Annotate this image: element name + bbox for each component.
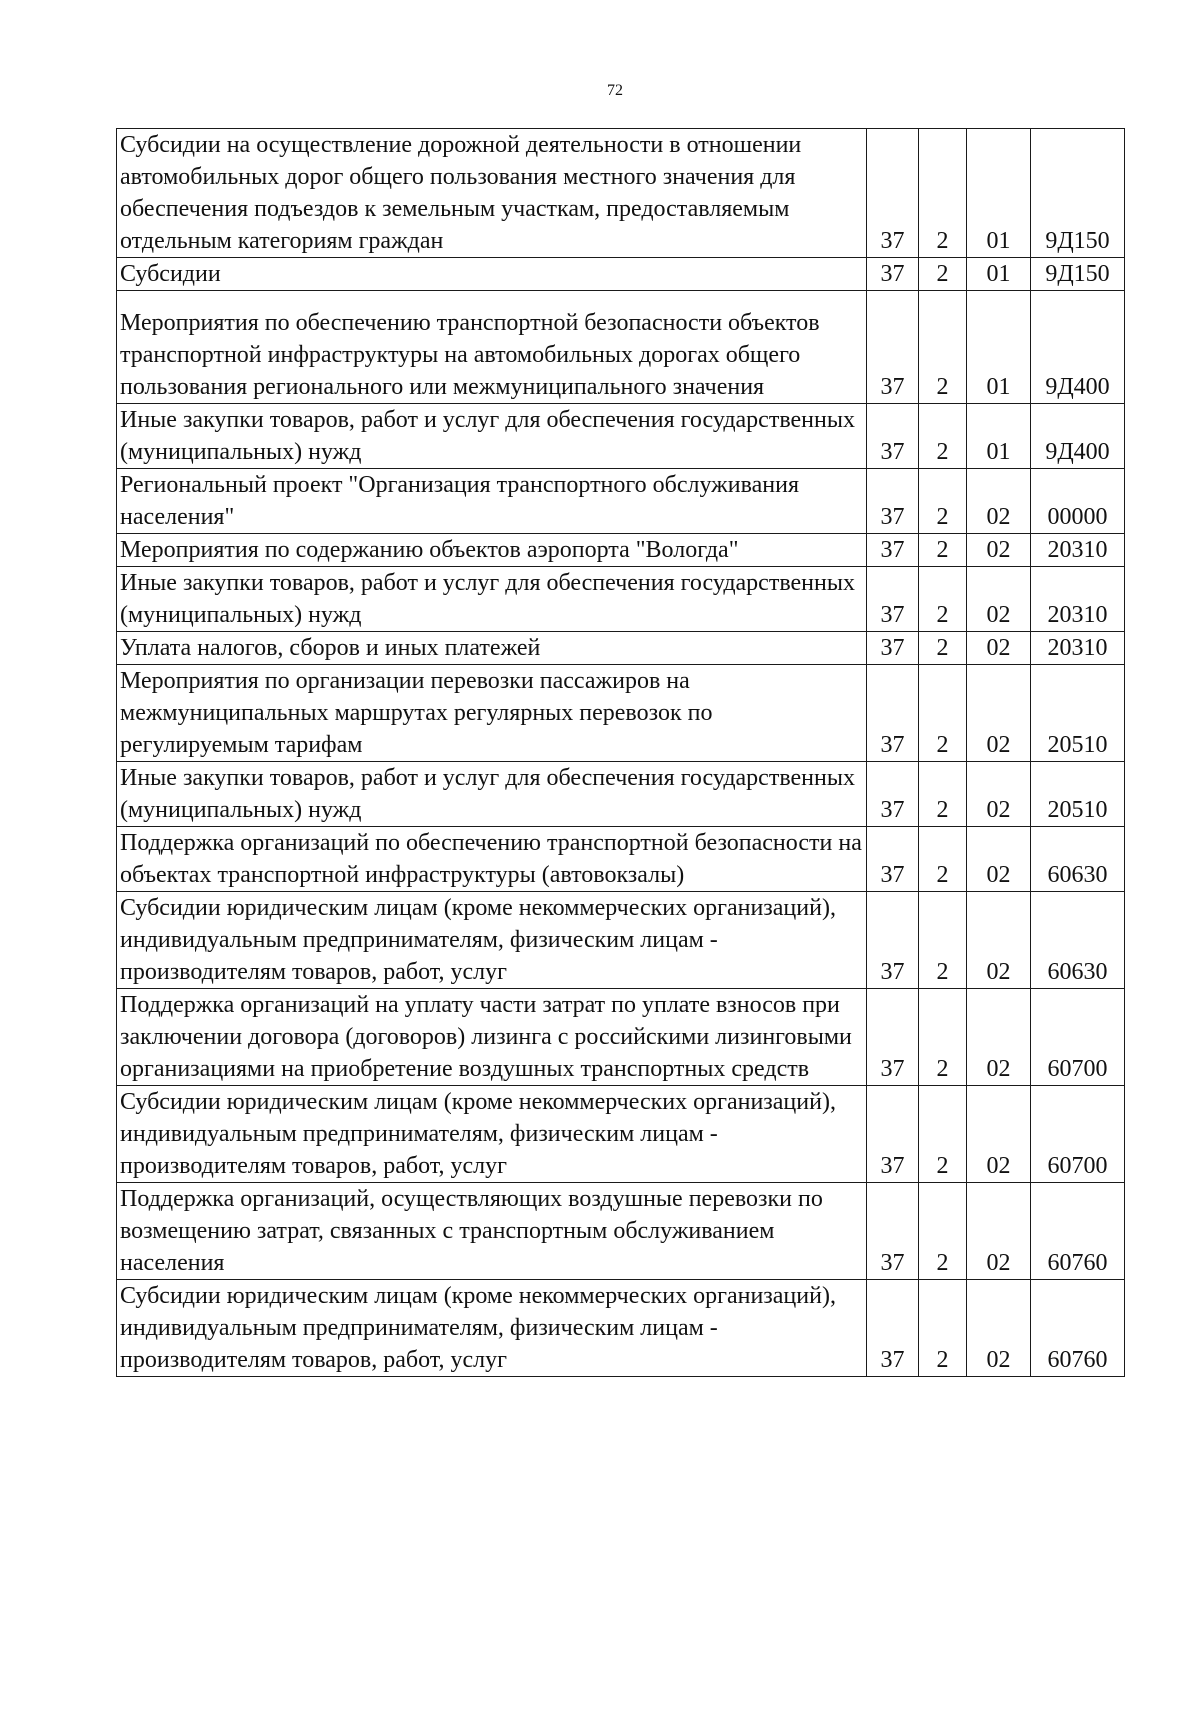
row-description: Мероприятия по организации перевозки пассажиров на межмуниципальных маршрутах регулярных перевозок по регулируемым тарифам <box>117 665 867 762</box>
table-row <box>117 258 1125 291</box>
code-cell: 37 <box>867 404 919 469</box>
code-cell: 02 <box>967 827 1031 892</box>
row-description: Поддержка организаций на уплату части затрат по уплате взносов при заключении договора (договоров) лизинга с российскими лизинговыми организациями на приобретение воздушных транспортных средств <box>117 989 867 1086</box>
code-cell: 02 <box>967 665 1031 762</box>
code-cell: 02 <box>967 632 1031 665</box>
code-cell: 2 <box>919 1280 967 1377</box>
code-cell: 2 <box>919 258 967 291</box>
code-cell: 60630 <box>1031 827 1125 892</box>
row-description: Иные закупки товаров, работ и услуг для обеспечения государственных (муниципальных) нужд <box>117 762 867 827</box>
table-row <box>117 632 1125 665</box>
code-cell: 2 <box>919 567 967 632</box>
table-row <box>117 1086 1125 1183</box>
code-cell: 37 <box>867 129 919 258</box>
code-cell: 2 <box>919 1183 967 1280</box>
code-cell: 37 <box>867 827 919 892</box>
code-cell: 2 <box>919 404 967 469</box>
table-row <box>117 665 1125 762</box>
code-cell: 9Д400 <box>1031 404 1125 469</box>
code-cell: 02 <box>967 892 1031 989</box>
row-description: Субсидии <box>117 258 867 291</box>
code-cell: 37 <box>867 258 919 291</box>
code-cell: 2 <box>919 129 967 258</box>
code-cell: 37 <box>867 632 919 665</box>
row-description: Поддержка организаций, осуществляющих воздушные перевозки по возмещению затрат, связанных с транспортным обслуживанием населения <box>117 1183 867 1280</box>
row-description: Мероприятия по содержанию объектов аэропорта "Вологда" <box>117 534 867 567</box>
code-cell: 20510 <box>1031 762 1125 827</box>
budget-table <box>116 128 1125 1377</box>
code-cell: 37 <box>867 762 919 827</box>
code-cell: 02 <box>967 1086 1031 1183</box>
code-cell: 9Д400 <box>1031 291 1125 404</box>
code-cell: 01 <box>967 291 1031 404</box>
row-description: Мероприятия по обеспечению транспортной безопасности объектов транспортной инфраструктуры на автомобильных дорогах общего пользования регионального или межмуниципального значения <box>117 291 867 404</box>
code-cell: 2 <box>919 892 967 989</box>
code-cell: 02 <box>967 469 1031 534</box>
row-description: Иные закупки товаров, работ и услуг для обеспечения государственных (муниципальных) нужд <box>117 567 867 632</box>
code-cell: 02 <box>967 1280 1031 1377</box>
table-row <box>117 567 1125 632</box>
code-cell: 02 <box>967 534 1031 567</box>
code-cell: 02 <box>967 1183 1031 1280</box>
code-cell: 37 <box>867 1280 919 1377</box>
table-row <box>117 892 1125 989</box>
code-cell: 60630 <box>1031 892 1125 989</box>
code-cell: 60760 <box>1031 1280 1125 1377</box>
code-cell: 37 <box>867 665 919 762</box>
code-cell: 37 <box>867 534 919 567</box>
table-row <box>117 827 1125 892</box>
code-cell: 00000 <box>1031 469 1125 534</box>
code-cell: 2 <box>919 827 967 892</box>
code-cell: 20310 <box>1031 534 1125 567</box>
code-cell: 02 <box>967 567 1031 632</box>
code-cell: 20310 <box>1031 567 1125 632</box>
code-cell: 01 <box>967 129 1031 258</box>
code-cell: 01 <box>967 404 1031 469</box>
code-cell: 2 <box>919 665 967 762</box>
table-row <box>117 129 1125 258</box>
row-description: Субсидии на осуществление дорожной деятельности в отношении автомобильных дорог общего пользования местного значения для обеспечения подъездов к земельным участкам, предоставляемым отдельным категориям граждан <box>117 129 867 258</box>
code-cell: 60700 <box>1031 989 1125 1086</box>
code-cell: 2 <box>919 632 967 665</box>
code-cell: 60700 <box>1031 1086 1125 1183</box>
code-cell: 02 <box>967 989 1031 1086</box>
code-cell: 20510 <box>1031 665 1125 762</box>
page-number: 72 <box>607 82 623 99</box>
code-cell: 37 <box>867 1086 919 1183</box>
table-row <box>117 404 1125 469</box>
row-description: Субсидии юридическим лицам (кроме некоммерческих организаций), индивидуальным предпринимателям, физическим лицам - производителям товаров, работ, услуг <box>117 1280 867 1377</box>
code-cell: 37 <box>867 291 919 404</box>
table-row <box>117 534 1125 567</box>
budget-table-body <box>117 129 1125 1377</box>
code-cell: 9Д150 <box>1031 258 1125 291</box>
table-row <box>117 1183 1125 1280</box>
table-row <box>117 762 1125 827</box>
code-cell: 20310 <box>1031 632 1125 665</box>
code-cell: 02 <box>967 762 1031 827</box>
code-cell: 2 <box>919 1086 967 1183</box>
code-cell: 37 <box>867 567 919 632</box>
code-cell: 37 <box>867 989 919 1086</box>
code-cell: 37 <box>867 892 919 989</box>
code-cell: 01 <box>967 258 1031 291</box>
code-cell: 37 <box>867 1183 919 1280</box>
table-row <box>117 469 1125 534</box>
row-description: Субсидии юридическим лицам (кроме некоммерческих организаций), индивидуальным предпринимателям, физическим лицам - производителям товаров, работ, услуг <box>117 892 867 989</box>
table-row <box>117 291 1125 404</box>
code-cell: 2 <box>919 762 967 827</box>
row-description: Субсидии юридическим лицам (кроме некоммерческих организаций), индивидуальным предпринимателям, физическим лицам - производителям товаров, работ, услуг <box>117 1086 867 1183</box>
code-cell: 60760 <box>1031 1183 1125 1280</box>
code-cell: 2 <box>919 534 967 567</box>
code-cell: 9Д150 <box>1031 129 1125 258</box>
code-cell: 2 <box>919 469 967 534</box>
row-description: Уплата налогов, сборов и иных платежей <box>117 632 867 665</box>
code-cell: 2 <box>919 291 967 404</box>
row-description: Иные закупки товаров, работ и услуг для обеспечения государственных (муниципальных) нужд <box>117 404 867 469</box>
table-row <box>117 1280 1125 1377</box>
row-description: Региональный проект "Организация транспортного обслуживания населения" <box>117 469 867 534</box>
row-description: Поддержка организаций по обеспечению транспортной безопасности на объектах транспортной инфраструктуры (автовокзалы) <box>117 827 867 892</box>
code-cell: 2 <box>919 989 967 1086</box>
code-cell: 37 <box>867 469 919 534</box>
table-row <box>117 989 1125 1086</box>
